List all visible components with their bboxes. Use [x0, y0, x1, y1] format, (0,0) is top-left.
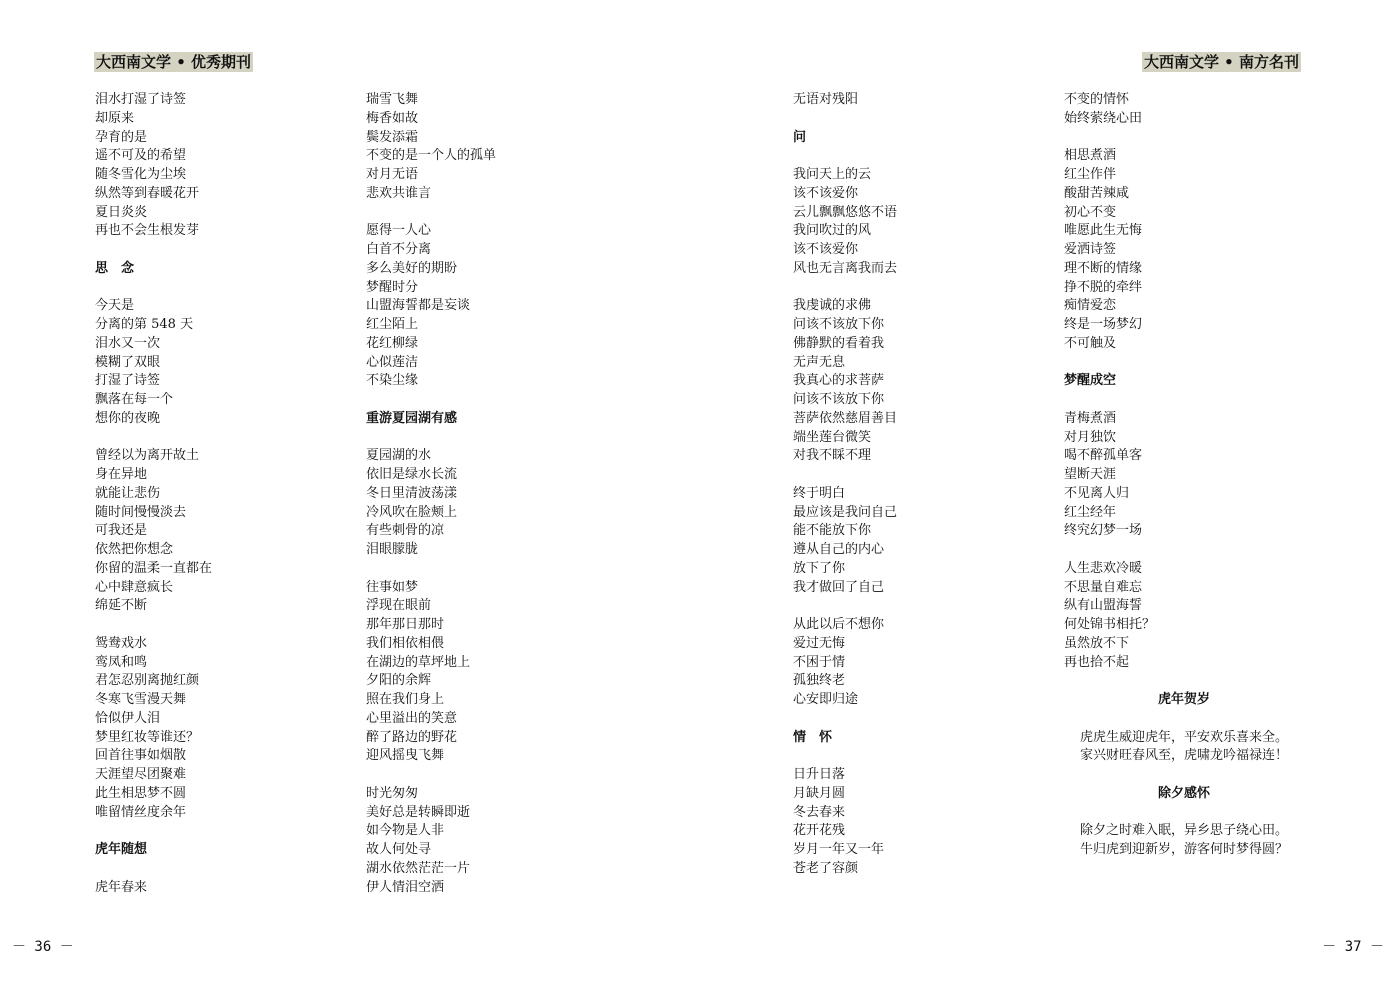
poem-line: 我虔诚的求佛	[793, 298, 872, 314]
stanza-gap	[793, 279, 1073, 298]
poem-line: 终究幻梦一场	[1064, 523, 1143, 539]
poem-line: 迎风摇曳飞舞	[366, 748, 445, 764]
poem-line: 苍老了容颜	[793, 860, 859, 876]
poem-line: 伊人情泪空洒	[366, 879, 445, 895]
poem-title: 梦醒成空	[1064, 373, 1117, 389]
stanza-gap	[366, 560, 646, 579]
poem-line: 再也不会生根发芽	[95, 223, 200, 239]
poem-line: 不染尘缘	[366, 373, 419, 389]
poem-line: 初心不变	[1064, 204, 1117, 220]
poem-line: 回首往事如烟散	[95, 748, 187, 764]
poem-line: 唯留情丝度余年	[95, 804, 187, 820]
poem-line: 照在我们身上	[366, 692, 445, 707]
poem-line: 往事如梦	[366, 579, 419, 595]
poem-title: 虎年贺岁	[1157, 692, 1210, 707]
poem-line: 飘落在每一个	[95, 392, 174, 407]
poem-line: 理不断的情缘	[1064, 260, 1143, 276]
poem-line: 酸甜苦辣咸	[1064, 185, 1130, 201]
poem-line: 分离的第 548 天	[95, 317, 194, 332]
poem-line: 日升日落	[793, 767, 846, 782]
poem-line: 有些刺骨的凉	[366, 523, 445, 539]
poem-line: 云儿飘飘悠悠不语	[793, 204, 898, 220]
poem-line: 从此以后不想你	[793, 617, 885, 632]
poem-line: 时光匆匆	[366, 785, 419, 801]
poem-line: 心中肆意疯长	[95, 579, 174, 595]
poem-line: 我才做回了自己	[793, 579, 885, 595]
poem-line: 佛静默的看着我	[793, 335, 885, 351]
stanza-gap	[793, 466, 1073, 485]
stanza-gap	[1064, 354, 1304, 373]
poem-line: 遵从自己的内心	[793, 542, 885, 557]
poem-line: 泪水又一次	[95, 335, 161, 351]
stanza-gap	[793, 747, 1073, 766]
poem-line: 随冬雪化为尘埃	[95, 167, 187, 182]
poem-line: 山盟海誓都是妄谈	[366, 298, 471, 314]
poem-line: 多么美好的期盼	[366, 260, 458, 276]
stanza-gap	[1064, 541, 1304, 560]
poem-line: 鸾凤和鸣	[95, 654, 148, 670]
poem-line: 不思量自难忘	[1064, 579, 1143, 595]
stanza-gap	[793, 597, 1073, 616]
poem-line: 花红柳绿	[366, 335, 419, 351]
poem-line: 不见离人归	[1064, 485, 1130, 501]
stanza-gap	[95, 822, 375, 841]
poem-line: 冬日里清波荡漾	[366, 485, 458, 501]
running-header-right: 大西南文学 • 南方名刊	[1143, 53, 1299, 71]
poem-line: 此生相思梦不圆	[95, 785, 187, 801]
poem-line: 再也拾不起	[1064, 654, 1130, 670]
stanza-gap	[366, 204, 646, 223]
poem-line: 你留的温柔一直都在	[95, 560, 213, 576]
poem-line: 泪水打湿了诗签	[95, 92, 187, 107]
poem-line: 该不该爱你	[793, 242, 859, 257]
poem-line: 能不能放下你	[793, 523, 872, 539]
poem-title: 思 念	[95, 260, 135, 276]
poem-line: 我真心的求菩萨	[793, 373, 885, 389]
poem-line: 放下了你	[793, 560, 846, 576]
poem-line: 对月独饮	[1064, 429, 1117, 445]
poem-line: 家兴财旺春风至，虎啸龙吟福禄连！	[1079, 748, 1288, 764]
poem-line: 无语对残阳	[793, 92, 859, 107]
poem-line: 湖水依然茫茫一片	[366, 860, 471, 876]
poem-line: 白首不分离	[366, 242, 432, 257]
poem-line: 不困于情	[793, 654, 846, 670]
poem-title: 虎年随想	[95, 842, 148, 857]
stanza-gap	[95, 279, 375, 298]
poem-line: 我们相依相偎	[366, 635, 445, 651]
poem-line: 心安即归途	[793, 692, 859, 707]
stanza-gap	[793, 710, 1073, 729]
stanza-gap	[793, 147, 1073, 166]
poem-line: 人生悲欢冷暖	[1064, 560, 1143, 576]
stanza-gap	[793, 110, 1073, 129]
poem-line: 青梅煮酒	[1064, 410, 1117, 426]
poem-line: 对我不睬不理	[793, 448, 872, 464]
poem-line: 鸳鸯戏水	[95, 635, 148, 651]
poem-line: 梦里红妆等谁还？	[95, 729, 200, 745]
stanza-gap	[95, 429, 375, 448]
poem-line: 虎虎生威迎虎年，平安欢乐喜来全。	[1079, 729, 1288, 745]
poem-line: 望断天涯	[1064, 467, 1117, 482]
poem-line: 红尘经年	[1064, 504, 1117, 520]
page-number-right: － 37 －	[1322, 939, 1384, 955]
poem-line: 无声无息	[793, 354, 846, 370]
poem-line: 不变的是一个人的孤单	[366, 148, 497, 164]
stanza-gap	[1064, 710, 1304, 729]
stanza-gap	[366, 429, 646, 448]
poem-column-2	[366, 91, 646, 897]
poem-line: 端坐莲台微笑	[793, 429, 872, 445]
poem-line: 不变的情怀	[1064, 92, 1130, 107]
stanza-gap	[366, 766, 646, 785]
stanza-gap	[366, 391, 646, 410]
poem-line: 冬去春来	[793, 804, 846, 820]
poem-line: 红尘作伴	[1064, 167, 1117, 182]
poem-line: 瑞雪飞舞	[366, 92, 419, 107]
poem-line: 身在异地	[95, 467, 148, 482]
poem-line: 我问吹过的风	[793, 223, 872, 239]
poem-title: 情 怀	[793, 729, 833, 745]
poem-line: 唯愿此生无悔	[1064, 223, 1143, 239]
poem-line: 梦醒时分	[366, 279, 419, 295]
poem-line: 模糊了双眼	[95, 354, 161, 370]
stanza-gap	[1064, 672, 1304, 691]
poem-line: 始终萦绕心田	[1064, 110, 1143, 126]
poem-line: 冷风吹在脸颊上	[366, 504, 458, 520]
poem-line: 鬓发添霜	[366, 129, 419, 145]
stanza-gap	[1064, 391, 1304, 410]
poem-line: 何处锦书相托？	[1064, 617, 1156, 632]
poem-line: 梅香如故	[366, 110, 419, 126]
stanza-gap	[1064, 766, 1304, 785]
poem-line: 遥不可及的希望	[95, 148, 187, 164]
poem-line: 孤独终老	[793, 673, 846, 689]
poem-line: 问该不该放下你	[793, 392, 885, 407]
poem-line: 醉了路边的野花	[366, 729, 458, 745]
poem-line: 就能让悲伤	[95, 485, 161, 501]
poem-line: 花开花残	[793, 823, 846, 839]
poem-line: 牛归虎到迎新岁，游客何时梦得圆？	[1079, 842, 1288, 857]
poem-line: 浮现在眼前	[366, 598, 432, 614]
poem-line: 美好总是转瞬即逝	[366, 804, 471, 820]
poem-line: 夏日炎炎	[95, 204, 148, 220]
stanza-gap	[95, 860, 375, 879]
poem-column-1	[95, 91, 375, 897]
poem-column-3	[793, 91, 1073, 879]
poem-line: 今天是	[95, 298, 135, 314]
poem-line: 愿得一人心	[366, 223, 432, 239]
stanza-gap	[1064, 129, 1304, 148]
poem-line: 岁月一年又一年	[793, 842, 885, 857]
poem-line: 最应该是我问自己	[793, 504, 898, 520]
poem-line: 除夕之时难入眠，异乡思子绕心田。	[1079, 823, 1288, 839]
poem-line: 月缺月圆	[793, 785, 846, 801]
poem-line: 如今物是人非	[366, 823, 445, 839]
poem-line: 爱洒诗签	[1064, 242, 1117, 257]
poem-line: 心里溢出的笑意	[366, 710, 458, 726]
poem-line: 天涯望尽团聚难	[95, 767, 187, 782]
poem-line: 泪眼朦胧	[366, 542, 419, 557]
poem-line: 冬寒飞雪漫天舞	[95, 692, 187, 707]
poem-line: 打湿了诗签	[95, 373, 161, 389]
poem-column-4	[1064, 91, 1304, 860]
poem-line: 虽然放不下	[1064, 635, 1130, 651]
poem-line: 想你的夜晚	[95, 410, 161, 426]
poem-line: 夕阳的余辉	[366, 673, 432, 689]
poem-title: 问	[793, 129, 807, 145]
poem-line: 不可触及	[1064, 335, 1117, 351]
poem-line: 爱过无悔	[793, 635, 846, 651]
page-number-left: － 36 －	[12, 939, 74, 955]
poem-line: 挣不脱的牵绊	[1064, 279, 1143, 295]
poem-line: 可我还是	[95, 523, 148, 539]
running-header-left: 大西南文学 • 优秀期刊	[96, 53, 252, 71]
poem-line: 心似莲洁	[366, 354, 419, 370]
poem-line: 菩萨依然慈眉善目	[793, 410, 898, 426]
poem-line: 却原来	[95, 110, 135, 126]
poem-line: 终于明白	[793, 485, 846, 501]
poem-line: 那年那日那时	[366, 617, 445, 632]
poem-line: 该不该爱你	[793, 185, 859, 201]
stanza-gap	[95, 241, 375, 260]
poem-line: 恰似伊人泪	[95, 710, 161, 726]
poem-line: 夏园湖的水	[366, 448, 432, 464]
poem-line: 故人何处寻	[366, 842, 432, 857]
poem-line: 悲欢共谁言	[366, 185, 432, 201]
poem-line: 在湖边的草坪地上	[366, 654, 471, 670]
poem-title: 重游夏园湖有感	[366, 410, 458, 426]
poem-line: 问该不该放下你	[793, 317, 885, 332]
poem-line: 曾经以为离开故土	[95, 448, 200, 464]
poem-line: 纵有山盟海誓	[1064, 598, 1143, 614]
poem-line: 依旧是绿水长流	[366, 467, 458, 482]
poem-line: 依然把你想念	[95, 542, 174, 557]
poem-line: 虎年春来	[95, 879, 148, 895]
stanza-gap	[1064, 804, 1304, 823]
poem-line: 喝不醉孤单客	[1064, 448, 1143, 464]
poem-line: 对月无语	[366, 167, 419, 182]
poem-line: 红尘陌上	[366, 317, 419, 332]
poem-line: 孕育的是	[95, 129, 148, 145]
poem-line: 君怎忍别离抛红颜	[95, 673, 200, 689]
stanza-gap	[95, 616, 375, 635]
poem-line: 随时间慢慢淡去	[95, 504, 187, 520]
poem-line: 纵然等到春暖花开	[95, 185, 200, 201]
poem-line: 终是一场梦幻	[1064, 317, 1143, 332]
poem-line: 风也无言离我而去	[793, 260, 898, 276]
poem-line: 绵延不断	[95, 598, 148, 614]
poem-line: 我问天上的云	[793, 167, 872, 182]
poem-line: 相思煮酒	[1064, 148, 1117, 164]
poem-line: 痴情爱恋	[1064, 298, 1117, 314]
poem-title: 除夕感怀	[1157, 785, 1210, 801]
